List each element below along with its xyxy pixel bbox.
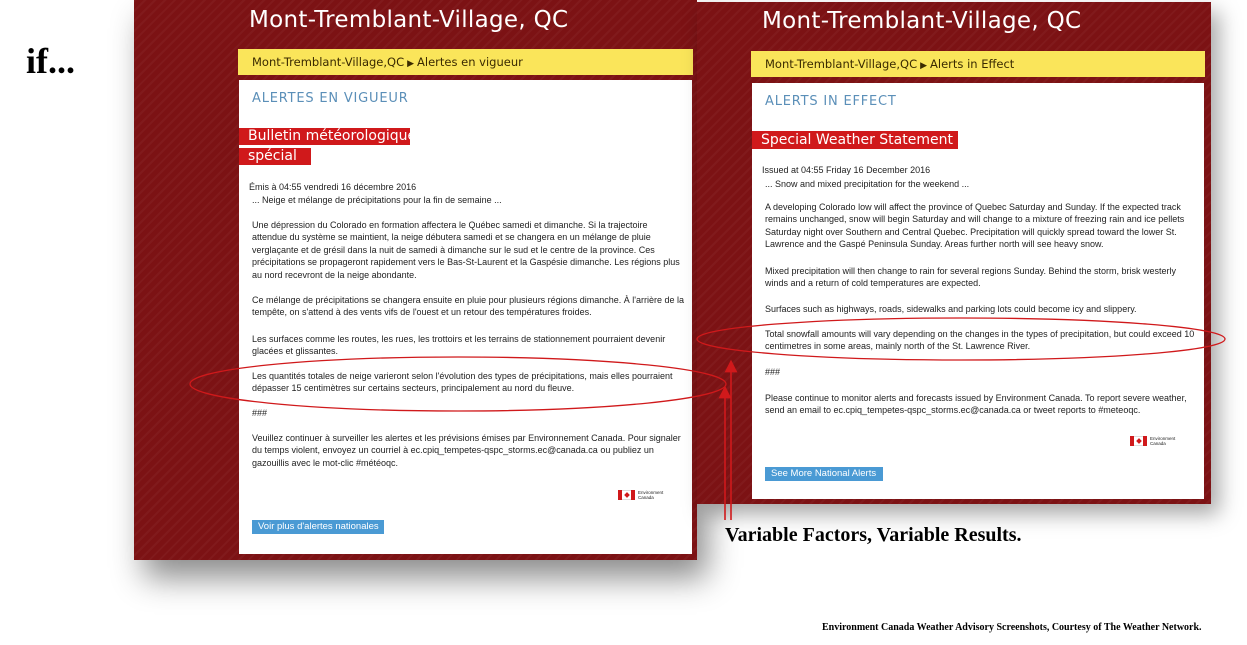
english-section-heading: ALERTS IN EFFECT <box>765 94 897 109</box>
see-more-national-alerts-button-en[interactable]: See More National Alerts <box>765 467 883 481</box>
english-snowfall-highlight-ellipse <box>697 318 1225 360</box>
french-section-heading: ALERTES EN VIGUEUR <box>252 91 409 106</box>
breadcrumb-home-link[interactable]: Mont-Tremblant-Village,QC <box>252 55 405 69</box>
slide-label-if: if... <box>26 41 75 81</box>
english-issued-date: Issued at 04:55 Friday 16 December 2016 <box>762 165 931 175</box>
breadcrumb-arrow-icon: ▶ <box>920 61 928 71</box>
environment-canada-logo: Environment Canada <box>1130 436 1175 446</box>
see-more-national-alerts-button-fr[interactable]: Voir plus d'alertes nationales <box>252 520 384 534</box>
french-city-title: Mont-Tremblant-Village, QC <box>249 7 569 33</box>
french-snowfall-highlight-ellipse <box>190 357 726 411</box>
english-paragraph-snowfall: Total snowfall amounts will vary depending on the changes in the types of precipitation, but could exceed 10 centimetres in some areas, mainly north of the St. Lawrence River. <box>765 329 1195 352</box>
english-alert-title: Special Weather Statement <box>752 131 958 149</box>
french-paragraph-contact: Veuillez continuer à surveiller les alertes et les prévisions émises par Environnement Canada. Pour signaler du temps violent, envoyez un courriel à ec.cpiq_tempetes-qspc_storms.ec@canada.ca ou publiez un gazouillis avec le mot-clic #météoqc. <box>252 433 681 468</box>
breadcrumb-arrow-icon: ▶ <box>407 59 415 69</box>
image-credit: Environment Canada Weather Advisory Screenshots, Courtesy of The Weather Network. <box>822 622 1202 633</box>
french-summary: ... Neige et mélange de précipitations pour la fin de semaine ... <box>252 195 502 205</box>
breadcrumb-current: Alerts in Effect <box>930 57 1015 71</box>
slide-caption: Variable Factors, Variable Results. <box>725 524 1022 546</box>
french-paragraph-1: Une dépression du Colorado en formation affectera le Québec samedi et dimanche. Si la trajectoire attendue du système se maintient, la neige débutera samedi et se changera en un mélange de pluie verglaçante et de grésil dans la nuit de samedi à dimanche sur le sud et le centre de la province. Ces précipitations se propageront rapidement vers le Bas-St-Laurent et la Gaspésie dimanche. Les régions plus au nord recevront de la neige abondante. <box>252 220 680 280</box>
english-summary: ... Snow and mixed precipitation for the weekend ... <box>765 179 970 189</box>
french-issued-date: Émis à 04:55 vendredi 16 décembre 2016 <box>249 182 417 192</box>
french-separator: ### <box>252 408 268 418</box>
english-separator: ### <box>765 367 781 377</box>
french-paragraph-snowfall: Les quantités totales de neige varieront selon l'évolution des types de précipitations, mais elles pourraient dépasser 15 centimètres sur certains secteurs, principalement au nord du fleuve. <box>252 371 673 394</box>
french-paragraph-3: Les surfaces comme les routes, les rues, les trottoirs et les terrains de stationnement pourraient devenir glacées et glissantes. <box>252 334 666 357</box>
english-city-title: Mont-Tremblant-Village, QC <box>762 8 1082 34</box>
environment-canada-logo: Environment Canada <box>618 490 663 500</box>
breadcrumb-home-link[interactable]: Mont-Tremblant-Village,QC <box>765 57 918 71</box>
english-paragraph-2: Mixed precipitation will then change to rain for several regions Sunday. Behind the storm, brisk westerly winds and a return of cold temperatures are expected. <box>765 266 1177 289</box>
english-paragraph-1: A developing Colorado low will affect the province of Quebec Saturday and Sunday. If the expected track remains unchanged, snow will begin Saturday and will change to a mixture of freezing rain and ice pellets Saturday night over Southern and Central Quebec. Precipitation will quickly spread toward the lower St. Lawrence and the Gaspé Peninsula Sunday. Areas further north will see heavy snow. <box>765 202 1185 250</box>
french-alert-title-line-1: Bulletin météorologique <box>239 128 410 145</box>
english-paragraph-contact: Please continue to monitor alerts and forecasts issued by Environment Canada. To report severe weather, send an email to ec.cpiq_tempetes-qspc_storms.ec@canada.ca or tweet reports to #meteoqc. <box>765 393 1187 416</box>
english-paragraph-3: Surfaces such as highways, roads, sidewalks and parking lots could become icy and slippery. <box>765 304 1137 314</box>
french-alert-title-line-2: spécial <box>239 148 311 165</box>
french-paragraph-2: Ce mélange de précipitations se changera ensuite en pluie pour plusieurs régions dimanche. À l'arrière de la tempête, on s'attend à des vents vifs de l'ouest et un retour des températures froides. <box>252 295 684 318</box>
breadcrumb-current: Alertes en vigueur <box>417 55 523 69</box>
